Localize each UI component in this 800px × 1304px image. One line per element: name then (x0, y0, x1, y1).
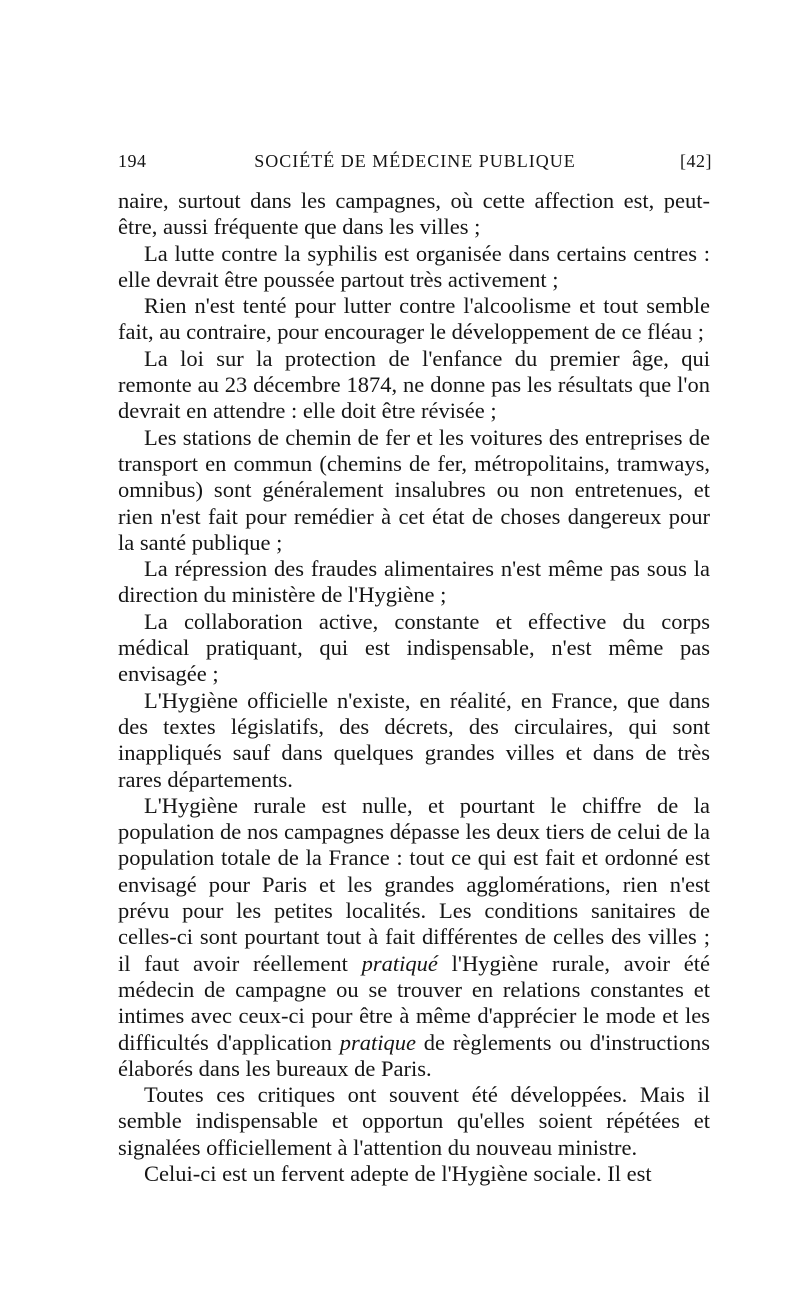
text-run: l'Hygiène rurale, avoir été médecin de campagne ou se trouver en relations constantes et intimes avec ceux-ci pour être à même d'apprécier le mode et les difficultés d'application (118, 950, 710, 1055)
text-run: L'Hygiène rurale est nulle, et pourtant le chiffre de la population de nos campagnes dépasse les deux tiers de celui de la population totale de la France : tout ce qui est fait et ordonné est envisagé pour Paris et les grandes agglomérations, rien n'est prévu pour les petites localités. Les conditions sanitaires de celles-ci sont pourtant tout à fait différentes de celles des villes ; il faut avoir réellement (118, 792, 710, 976)
paragraph-rural-hygiene (118, 793, 710, 1082)
paragraph: La collaboration active, constante et effective du corps médical pratiquant, qui est indispensable, n'est même pas envisagée ; (118, 608, 710, 687)
italic-word: pratiqué (361, 950, 438, 976)
text-run: de règlements ou d'instructions élaborés dans les bureaux de Paris. (118, 1029, 710, 1081)
paragraph: L'Hygiène officielle n'existe, en réalité, en France, que dans des textes législatifs, des décrets, des circulaires, qui sont inappliqués sauf dans quelques grandes villes et dans de très rares départements. (118, 687, 710, 792)
page-number: 194 (118, 151, 147, 171)
paragraph: La répression des fraudes alimentaires n'est même pas sous la direction du ministère de l'Hygiène ; (118, 556, 710, 608)
running-header (118, 151, 712, 181)
paragraph: La loi sur la protection de l'enfance du premier âge, qui remonte au 23 décembre 1874, ne donne pas les résultats que l'on devrait en attendre : elle doit être révisée ; (118, 345, 710, 424)
paragraph-continued: naire, surtout dans les campagnes, où cette affection est, peut-être, aussi fréquente que dans les villes ; (118, 188, 710, 240)
paragraph: Les stations de chemin de fer et les voitures des entreprises de transport en commun (chemins de fer, métropolitains, tramways, omnibus) sont généralement insalubres ou non entretenues, et rien n'est fait pour remédier à cet état de choses dangereux pour la santé publique ; (118, 424, 710, 555)
body-text (118, 188, 710, 1187)
paragraph-last: Celui-ci est un fervent adepte de l'Hygiène sociale. Il est (144, 1160, 652, 1186)
italic-word: pratique (339, 1029, 416, 1055)
running-title: SOCIÉTÉ DE MÉDECINE PUBLIQUE (254, 151, 576, 171)
paragraph: Rien n'est tenté pour lutter contre l'alcoolisme et tout semble fait, au contraire, pour encourager le développement de ce fléau ; (118, 293, 710, 345)
bracket-number: [42] (680, 151, 712, 171)
paragraph: Toutes ces critiques ont souvent été développées. Mais il semble indispensable et opportun qu'elles soient répétées et signalées officiellement à l'attention du nouveau ministre. (118, 1082, 710, 1160)
paragraph: La lutte contre la syphilis est organisée dans certains centres : elle devrait être poussée partout très activement ; (118, 240, 710, 292)
